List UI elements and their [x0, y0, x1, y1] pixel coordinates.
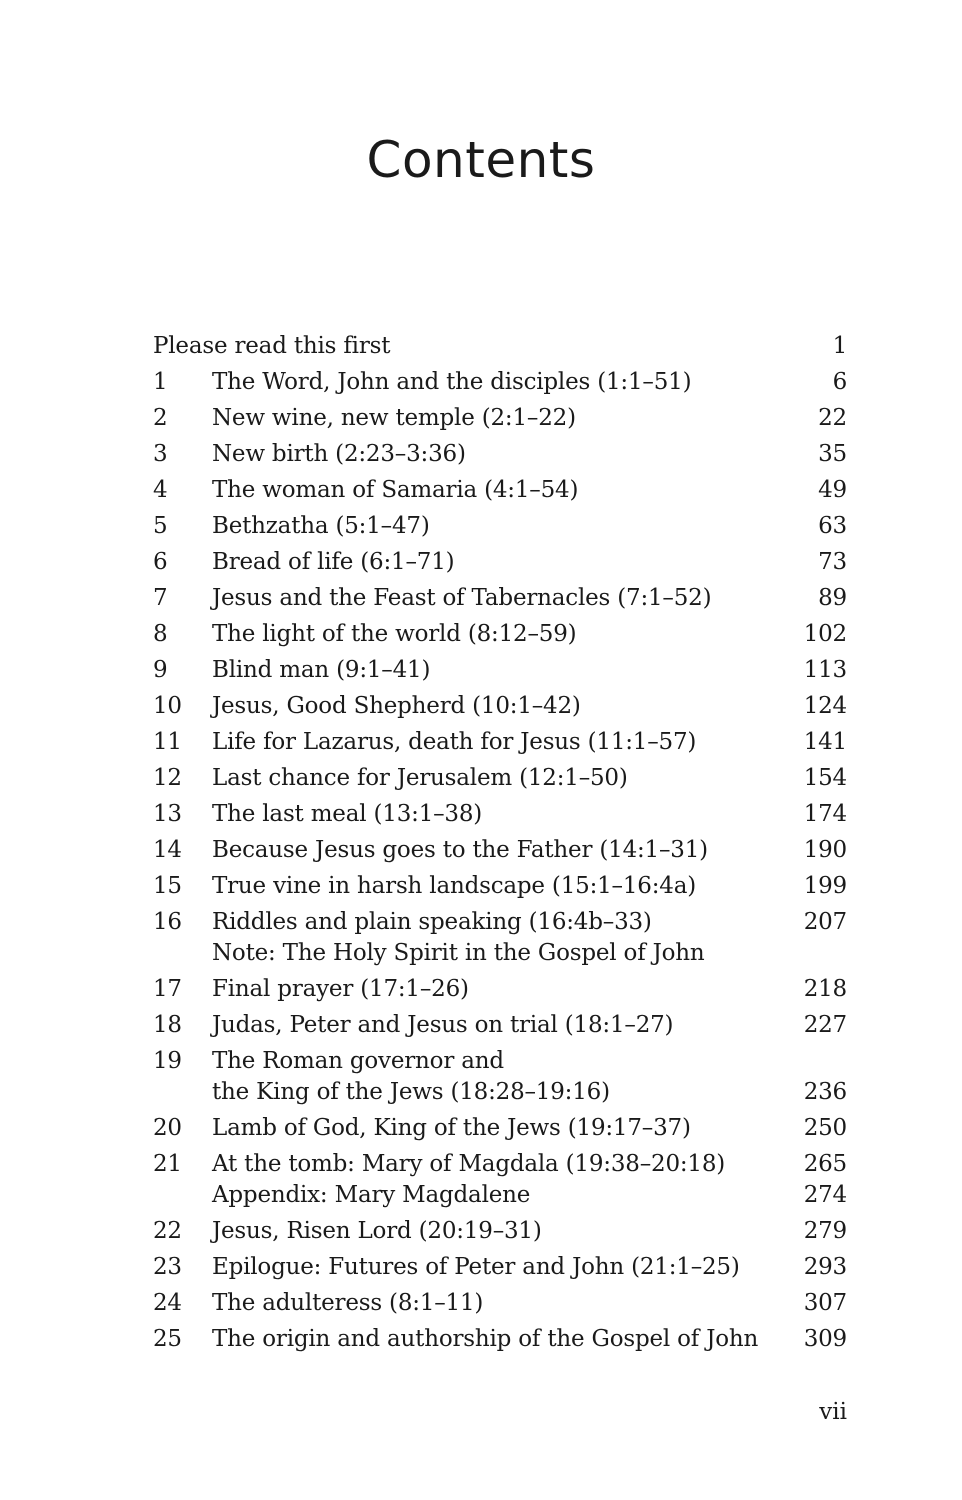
toc-entry-title: New wine, new temple (2:1–22) — [212, 405, 576, 431]
toc-page-number: 113 — [803, 657, 847, 683]
toc-chapter-number: 13 — [153, 801, 182, 827]
toc-entry — [153, 1046, 847, 1108]
toc-entry-title: Jesus and the Feast of Tabernacles (7:1–52) — [212, 585, 712, 611]
toc-entry — [153, 691, 847, 722]
toc-entry-line — [212, 475, 847, 506]
toc-chapter-number: 15 — [153, 873, 182, 899]
toc-chapter-number: 2 — [153, 405, 168, 431]
toc-entry-line — [212, 907, 847, 938]
toc-entry-title: The last meal (13:1–38) — [212, 801, 483, 827]
toc-entry-title: Lamb of God, King of the Jews (19:17–37) — [212, 1115, 691, 1141]
toc-chapter-number: 1 — [153, 369, 168, 395]
toc-chapter-number: 12 — [153, 765, 182, 791]
toc-chapter-number: 9 — [153, 657, 168, 683]
toc-page-number: 265 — [803, 1151, 847, 1177]
toc-entry-title: Note: The Holy Spirit in the Gospel of John — [212, 940, 705, 966]
toc-chapter-number: 21 — [153, 1151, 182, 1177]
toc-entry — [153, 727, 847, 758]
toc-entry-title: The origin and authorship of the Gospel of John — [212, 1326, 759, 1352]
toc-page-number: 207 — [803, 909, 847, 935]
toc-entry — [153, 763, 847, 794]
toc-chapter-number: 16 — [153, 909, 182, 935]
toc-page-number: 35 — [818, 441, 847, 467]
toc-page-number: 293 — [803, 1254, 847, 1280]
toc-chapter-number: 24 — [153, 1290, 182, 1316]
toc-page-number: 190 — [803, 837, 847, 863]
toc-page-number: 227 — [803, 1012, 847, 1038]
toc-entry-title: Final prayer (17:1–26) — [212, 976, 469, 1002]
toc-page-number: 89 — [818, 585, 847, 611]
toc-page-number: 199 — [803, 873, 847, 899]
toc-page-number: 63 — [818, 513, 847, 539]
toc-entry-line — [212, 835, 847, 866]
toc-entry-title: Bethzatha (5:1–47) — [212, 513, 430, 539]
toc-page-number: 307 — [803, 1290, 847, 1316]
toc-entry-title: At the tomb: Mary of Magdala (19:38–20:18) — [212, 1151, 726, 1177]
toc-entry — [153, 1113, 847, 1144]
toc-entry — [153, 583, 847, 614]
toc-entry — [153, 1010, 847, 1041]
toc-entry-line — [212, 1149, 847, 1180]
toc-entry — [153, 799, 847, 830]
toc-entry-line — [212, 1113, 847, 1144]
toc-page-number: 236 — [803, 1079, 847, 1105]
toc-entry-title: New birth (2:23–3:36) — [212, 441, 466, 467]
toc-entry — [153, 475, 847, 506]
toc-entry — [153, 1149, 847, 1211]
toc-entry-line — [212, 367, 847, 398]
toc-entry-line — [212, 1324, 847, 1355]
toc-entry-title: the King of the Jews (18:28–19:16) — [212, 1079, 610, 1105]
toc-chapter-number: 11 — [153, 729, 182, 755]
toc-entry-title: The adulteress (8:1–11) — [212, 1290, 484, 1316]
toc-entry-title: Riddles and plain speaking (16:4b–33) — [212, 909, 652, 935]
toc-page-number: 174 — [803, 801, 847, 827]
table-of-contents — [153, 331, 847, 1360]
toc-entry-title: Because Jesus goes to the Father (14:1–31) — [212, 837, 708, 863]
toc-chapter-number: 7 — [153, 585, 168, 611]
toc-chapter-number: 23 — [153, 1254, 182, 1280]
toc-entry-title: Life for Lazarus, death for Jesus (11:1–57) — [212, 729, 697, 755]
toc-chapter-number: 22 — [153, 1218, 182, 1244]
toc-entry-line — [212, 1216, 847, 1247]
toc-entry — [153, 1288, 847, 1319]
toc-page-number: 250 — [803, 1115, 847, 1141]
toc-entry-line — [212, 403, 847, 434]
toc-page-number: 279 — [803, 1218, 847, 1244]
toc-chapter-number: 20 — [153, 1115, 182, 1141]
toc-entry-line — [212, 583, 847, 614]
toc-page-number: 124 — [803, 693, 847, 719]
toc-entry-title: The woman of Samaria (4:1–54) — [212, 477, 579, 503]
toc-entry-title: Judas, Peter and Jesus on trial (18:1–27) — [212, 1012, 674, 1038]
toc-entry-title: The Word, John and the disciples (1:1–51) — [212, 369, 692, 395]
toc-page-number: 141 — [803, 729, 847, 755]
toc-chapter-number: 8 — [153, 621, 168, 647]
toc-page-number: 218 — [803, 976, 847, 1002]
toc-entry — [153, 1216, 847, 1247]
toc-entry-title: Last chance for Jerusalem (12:1–50) — [212, 765, 628, 791]
toc-entry-title: Epilogue: Futures of Peter and John (21:1–25) — [212, 1254, 740, 1280]
toc-entry-line — [212, 1288, 847, 1319]
toc-chapter-number: 10 — [153, 693, 182, 719]
toc-page-number: 102 — [803, 621, 847, 647]
toc-entry-line — [212, 1180, 847, 1211]
toc-chapter-number: 17 — [153, 976, 182, 1002]
toc-page-number: 49 — [818, 477, 847, 503]
page-title: Contents — [366, 131, 596, 189]
toc-entry-line — [212, 1010, 847, 1041]
toc-entry-line — [212, 1252, 847, 1283]
toc-entry-line — [212, 799, 847, 830]
toc-entry-title: The light of the world (8:12–59) — [212, 621, 577, 647]
page-folio: vii — [819, 1399, 847, 1425]
toc-entry-line — [212, 511, 847, 542]
toc-page-number: 274 — [803, 1182, 847, 1208]
toc-chapter-number: 18 — [153, 1012, 182, 1038]
toc-entry — [153, 403, 847, 434]
toc-entries — [153, 367, 847, 1355]
toc-chapter-number: 14 — [153, 837, 182, 863]
toc-entry-line — [212, 974, 847, 1005]
toc-entry — [153, 619, 847, 650]
toc-entry — [153, 1252, 847, 1283]
toc-entry-line — [212, 938, 767, 969]
toc-intro-row — [153, 331, 847, 362]
toc-entry-line — [212, 547, 847, 578]
toc-entry-line — [212, 655, 847, 686]
toc-entry — [153, 871, 847, 902]
toc-entry — [153, 907, 847, 969]
toc-entry-line — [212, 619, 847, 650]
toc-entry-title: Please read this first — [153, 333, 391, 359]
toc-entry-title: Blind man (9:1–41) — [212, 657, 431, 683]
toc-entry-title: Jesus, Risen Lord (20:19–31) — [212, 1218, 542, 1244]
toc-page-number: 154 — [803, 765, 847, 791]
toc-entry — [153, 1324, 847, 1355]
toc-page-number: 73 — [818, 549, 847, 575]
toc-entry-line — [212, 871, 847, 902]
toc-entry — [153, 367, 847, 398]
toc-chapter-number: 3 — [153, 441, 168, 467]
toc-entry — [153, 655, 847, 686]
toc-entry-title: Appendix: Mary Magdalene — [212, 1182, 531, 1208]
toc-entry-line — [212, 1046, 767, 1077]
toc-entry-line — [212, 1077, 847, 1108]
toc-chapter-number: 25 — [153, 1326, 182, 1352]
toc-entry-line — [212, 763, 847, 794]
toc-entry-line — [212, 691, 847, 722]
toc-entry — [153, 974, 847, 1005]
toc-entry — [153, 511, 847, 542]
toc-chapter-number: 19 — [153, 1048, 182, 1074]
toc-entry-line — [212, 727, 847, 758]
toc-page-number: 309 — [803, 1326, 847, 1352]
toc-chapter-number: 4 — [153, 477, 168, 503]
toc-page-number: 6 — [832, 369, 847, 395]
toc-page-number: 22 — [818, 405, 847, 431]
toc-chapter-number: 5 — [153, 513, 168, 539]
toc-entry-line — [212, 439, 847, 470]
toc-entry — [153, 439, 847, 470]
toc-entry-title: Bread of life (6:1–71) — [212, 549, 455, 575]
toc-entry-title: Jesus, Good Shepherd (10:1–42) — [212, 693, 581, 719]
toc-entry-title: The Roman governor and — [212, 1048, 504, 1074]
toc-chapter-number: 6 — [153, 549, 168, 575]
toc-entry-title: True vine in harsh landscape (15:1–16:4a) — [212, 873, 696, 899]
toc-page-number: 1 — [832, 333, 847, 359]
toc-entry — [153, 547, 847, 578]
toc-entry — [153, 835, 847, 866]
